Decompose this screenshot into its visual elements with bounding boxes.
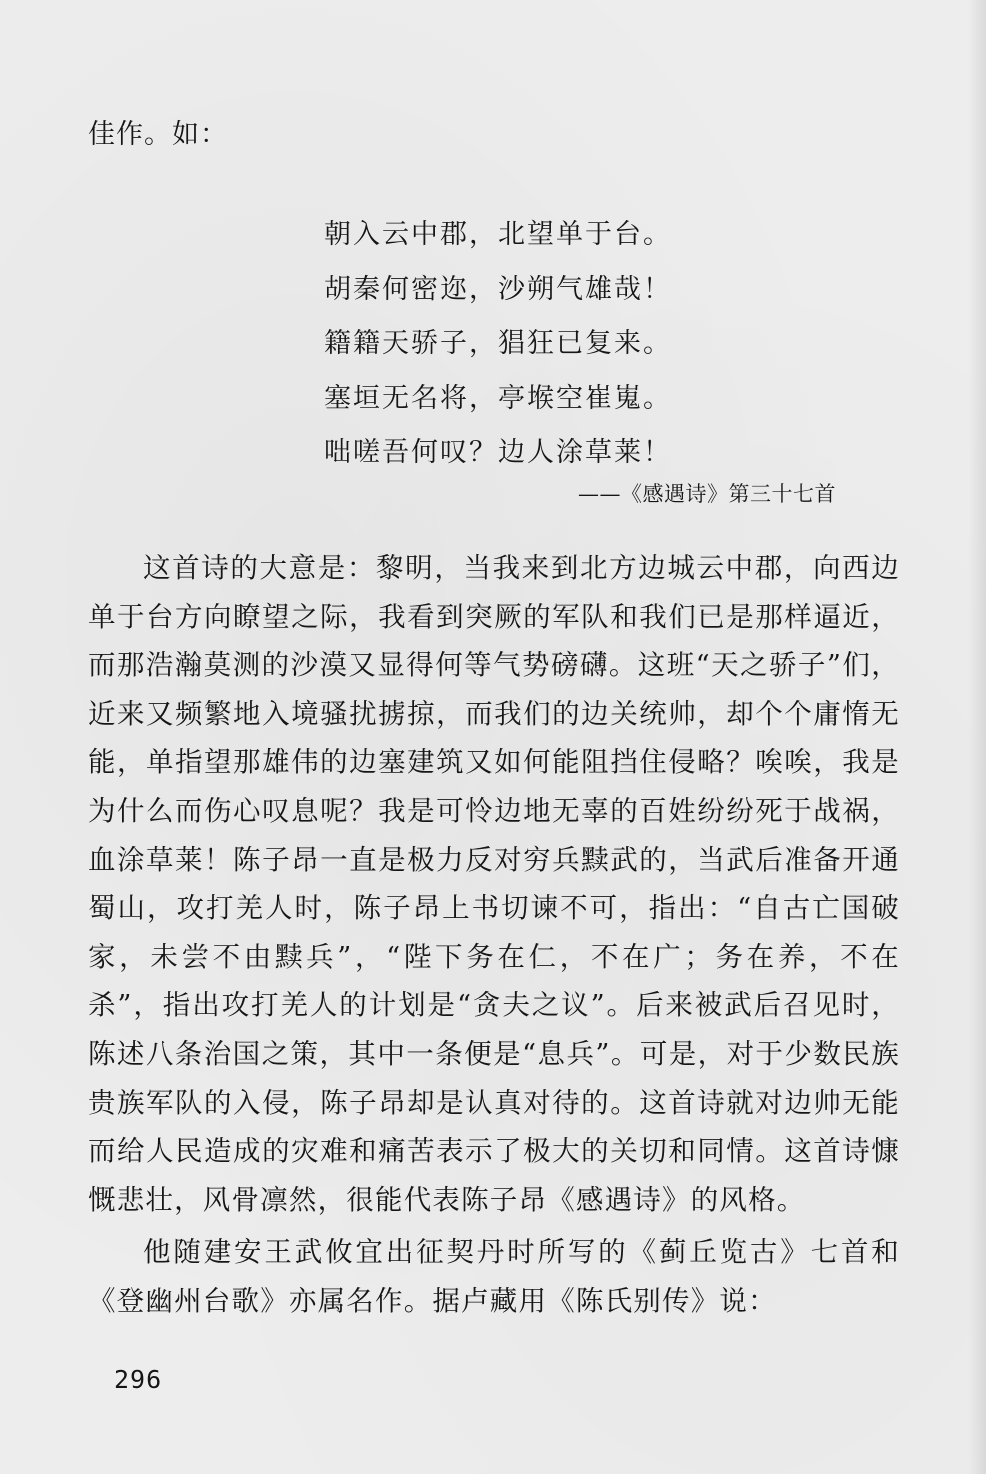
intro-line: 佳作。如： xyxy=(88,119,228,150)
paragraph-1: 这首诗的大意是：黎明，当我来到北方边城云中郡，向西边单于台方向瞭望之际，我看到突厥的军队和我们已是那样逼近，而那浩瀚莫测的沙漠又显得何等气势磅礴。这班“天之骄子”们，近来又频繁地入境骚扰掳掠，而我们的边关统帅，却个个庸惰无能，单指望那雄伟的边塞建筑又如何能阻挡住侵略？唉唉，我是为什么而伤心叹息呢？我是可怜边地无辜的百姓纷纷死于战祸，血涂草莱！陈子昂一直是极力反对穷兵黩武的，当武后准备开通蜀山，攻打羌人时，陈子昂上书切谏不可，指出：“自古亡国破家，未尝不由黩兵”，“陛下务在仁，不在广；务在养，不在杀”，指出攻打羌人的计划是“贪夫之议”。后来被武后召见时，陈述八条治国之策，其中一条便是“息兵”。可是，对于少数民族贵族军队的入侵，陈子昂却是认真对待的。这首诗就对边帅无能而给人民造成的灾难和痛苦表示了极大的关切和同情。这首诗慷慨悲壮，风骨凛然，很能代表陈子昂《感遇诗》的风格。 xyxy=(88,552,900,1216)
page-number: 296 xyxy=(114,1365,163,1394)
page-edge-shadow xyxy=(968,0,986,1474)
paragraph-2: 他随建安王武攸宜出征契丹时所写的《蓟丘览古》七首和《登幽州台歌》亦属名作。据卢藏用《陈氏别传》说： xyxy=(88,1236,900,1317)
poem-line-5: 咄嗟吾何叹？边人涂草莱！ xyxy=(324,437,672,469)
poem xyxy=(324,208,672,481)
poem-line-2: 胡秦何密迩，沙朔气雄哉！ xyxy=(324,273,672,305)
poem-line-1: 朝入云中郡，北望单于台。 xyxy=(324,219,672,250)
poem-line-4: 塞垣无名将，亭堠空崔嵬。 xyxy=(324,382,672,414)
poem-line-3: 籍籍天骄子，猖狂已复来。 xyxy=(324,328,672,360)
poem-source: ——《感遇诗》第三十七首 xyxy=(578,482,836,506)
body-text xyxy=(88,544,900,1326)
